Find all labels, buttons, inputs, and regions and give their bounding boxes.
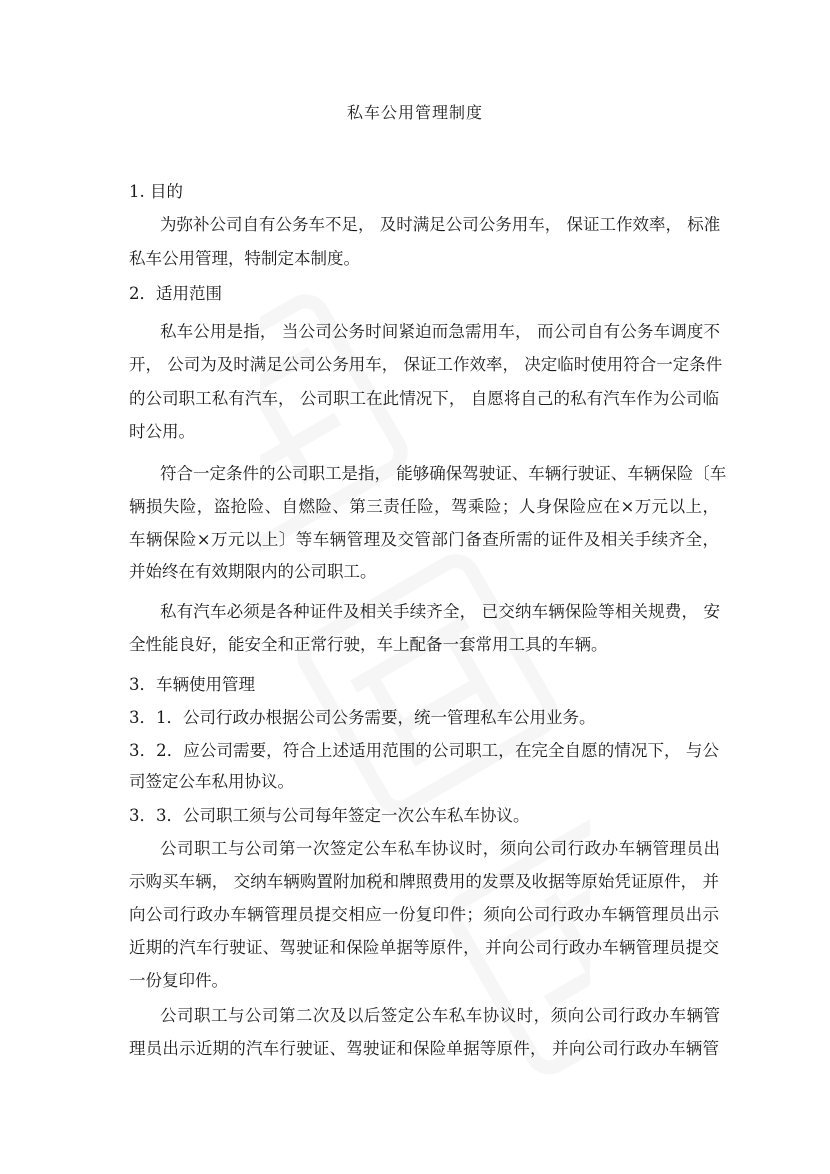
section1-para-line: 为弥补公司自有公务车不足， 及时满足公司公务用车， 保证工作效率， 标准 [160,215,721,234]
section3-item-1: 3．1．公司行政办根据公司公务需要，统一管理私车公用业务。 [129,708,596,727]
section2-para1-line: 时公用。 [129,422,195,441]
section2-heading: 2．适用范围 [129,284,222,303]
section3-item-2-line: 司签定公车私用协议。 [129,772,294,791]
section2-para3-line: 全性能良好，能安全和正常行驶，车上配备一套常用工具的车辆。 [129,635,608,654]
section3-heading: 3．车辆使用管理 [129,675,255,694]
section3-para1-line: 示购买车辆， 交纳车辆购置附加税和牌照费用的发票及收据等原始凭证原件， 并 [129,872,719,891]
page-title: 私车公用管理制度 [346,103,483,122]
section2-para1-line: 的公司职工私有汽车， 公司职工在此情况下， 自愿将自己的私有汽车作为公司临 [129,389,719,408]
section3-para2-line: 公司职工与公司第二次及以后签定公车私车协议时，须向公司行政办车辆管 [160,1006,720,1025]
section2-para3-line: 私有汽车必须是各种证件及相关手续齐全， 已交纳车辆保险等相关规费， 安 [160,602,720,621]
section1-heading: 1. 目的 [129,182,183,201]
section2-para2-line: 车辆保险×万元以上〕等车辆管理及交管部门备查所需的证件及相关手续齐全， [129,530,719,549]
section2-para1-line: 私车公用是指， 当公司公务时间紧迫而急需用车， 而公司自有公务车调度不 [160,322,720,341]
section3-para1-line: 向公司行政办车辆管理员提交相应一份复印件；须向公司行政办车辆管理员出示 [129,905,719,924]
section3-para2-line: 理员出示近期的汽车行驶证、驾驶证和保险单据等原件， 并向公司行政办车辆管 [129,1039,719,1058]
section3-para1-line: 一份复印件。 [129,971,228,990]
section3-item-3: 3．3．公司职工须与公司每年签定一次公车私车协议。 [129,806,530,825]
section2-para2-line: 并始终在有效期限内的公司职工。 [129,562,377,581]
section1-para-line: 私车公用管理，特制定本制度。 [129,249,360,268]
section3-para1-line: 公司职工与公司第一次签定公车私车协议时，须向公司行政办车辆管理员出 [160,839,720,858]
section2-para2-line: 辆损失险，盗抢险、自燃险、第三责任险，驾乘险；人身保险应在×万元以上， [129,497,719,516]
section2-para1-line: 开， 公司为及时满足公司公务用车， 保证工作效率， 决定临时使用符合一定条件 [129,355,723,374]
section2-para2-line: 符合一定条件的公司职工是指， 能够确保驾驶证、车辆行驶证、车辆保险〔车 [160,464,727,483]
section3-item-2-line: 3．2．应公司需要，符合上述适用范围的公司职工，在完全自愿的情况下， 与公 [129,741,719,760]
section3-para1-line: 近期的汽车行驶证、驾驶证和保险单据等原件， 并向公司行政办车辆管理员提交 [129,938,719,957]
